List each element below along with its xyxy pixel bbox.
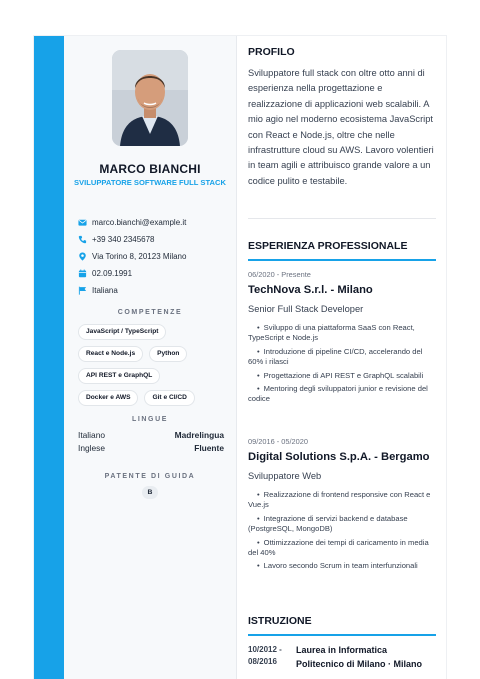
contact-text: Via Torino 8, 20123 Milano	[92, 252, 187, 261]
experience-heading: ESPERIENZA PROFESSIONALE	[248, 240, 408, 252]
cv-page	[34, 36, 446, 679]
skill-pill: Python	[149, 346, 187, 362]
education-heading: ISTRUZIONE	[248, 615, 312, 627]
list-item: • Lavoro secondo Scrum in team interfunzionali	[248, 561, 436, 571]
education-date: 10/2012 - 08/2016	[248, 645, 282, 666]
list-item: • Integrazione di servizi backend e database (PostgreSQL, MongoDB)	[248, 514, 436, 535]
language-row	[78, 430, 224, 443]
education-degree: Laurea in Informatica	[296, 645, 388, 655]
location-pin-icon	[78, 252, 87, 261]
profile-heading: PROFILO	[248, 46, 295, 58]
job-bullets	[248, 490, 436, 575]
language-name: Italiano	[78, 430, 106, 440]
languages-list	[78, 430, 224, 456]
calendar-icon	[78, 269, 87, 278]
job-role: Senior Full Stack Developer	[248, 304, 364, 314]
skill-pill: Git e CI/CD	[144, 390, 194, 406]
contact-email[interactable]	[78, 214, 228, 231]
contact-text: 02.09.1991	[92, 269, 133, 278]
language-row	[78, 443, 224, 456]
skills-list	[78, 324, 228, 412]
envelope-icon	[78, 218, 87, 227]
languages-label: LINGUE	[131, 416, 169, 423]
profile-photo	[112, 50, 188, 146]
list-item: • Ottimizzazione dei tempi di caricamento in media del 40%	[248, 538, 436, 559]
education-school: Politecnico di Milano · Milano	[296, 659, 423, 669]
person-name: MARCO BIANCHI	[99, 162, 201, 176]
contact-list	[78, 214, 228, 299]
contact-nationality	[78, 282, 228, 299]
contact-address	[78, 248, 228, 265]
job-company: Digital Solutions S.p.A. - Bergamo	[248, 451, 430, 463]
contact-text: +39 340 2345678	[92, 235, 155, 244]
skill-pill: API REST e GraphQL	[78, 368, 160, 384]
contact-phone[interactable]	[78, 231, 228, 248]
language-name: Inglese	[78, 443, 106, 453]
contact-text: marco.bianchi@example.it	[92, 218, 187, 227]
phone-icon	[78, 235, 87, 244]
contact-text: Italiana	[92, 286, 118, 295]
list-item: • Mentoring degli sviluppatori junior e revisione del codice	[248, 384, 436, 405]
flag-icon	[78, 286, 87, 295]
portrait-image	[112, 50, 188, 146]
skill-pill: React e Node.js	[78, 346, 143, 362]
section-divider	[248, 218, 436, 219]
heading-underline	[248, 634, 436, 636]
contact-birthdate	[78, 265, 228, 282]
profile-text: Sviluppatore full stack con oltre otto anni di esperienza nella progettazione e realizzazione di applicazioni web scalabili. A mio agio nel moderno ecosistema JavaScript con React e Node.js, oltre che nelle infrastrutture cloud su AWS. Lavoro volentieri in team agili e attribuisco grande valore a un codice pulito e testabile.	[248, 68, 434, 186]
job-date: 06/2020 - Presente	[248, 270, 311, 279]
job-bullets	[248, 323, 436, 408]
list-item: • Sviluppo di una piattaforma SaaS con React, TypeScript e Node.js	[248, 323, 436, 344]
license-badge: B	[142, 486, 158, 499]
list-item: • Realizzazione di frontend responsive con React e Vue.js	[248, 490, 436, 511]
job-role: Sviluppatore Web	[248, 471, 322, 481]
list-item: • Progettazione di API REST e GraphQL scalabili	[248, 371, 436, 381]
heading-underline	[248, 259, 436, 261]
skills-label: COMPETENZE	[117, 309, 183, 316]
sidebar	[64, 36, 237, 679]
job-date: 09/2016 - 05/2020	[248, 437, 308, 446]
job-company: TechNova S.r.l. - Milano	[248, 284, 373, 296]
list-item: • Introduzione di pipeline CI/CD, accelerando del 60% i rilasci	[248, 347, 436, 368]
skill-pill: JavaScript / TypeScript	[78, 324, 166, 340]
license-label: PATENTE DI GUIDA	[104, 473, 196, 480]
language-level: Fluente	[194, 443, 224, 453]
job-title: SVILUPPATORE SOFTWARE FULL STACK	[73, 178, 227, 187]
skill-pill: Docker e AWS	[78, 390, 138, 406]
language-level: Madrelingua	[174, 430, 224, 440]
accent-bar	[34, 36, 64, 679]
